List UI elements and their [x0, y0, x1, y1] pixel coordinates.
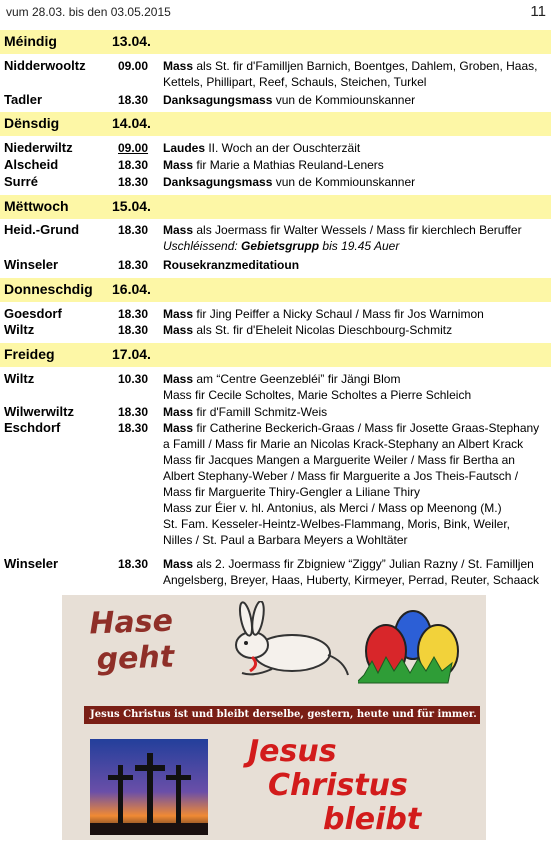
entry-line: Mass als St. fir d'Eheleit Nicolas Dieschbourg-Schmitz [163, 323, 453, 337]
entry-line: Kettels, Phillipart, Reef, Schauls, Steichen, Turkel [163, 75, 427, 89]
day-name: Donneschdig [4, 281, 93, 297]
entry-line: Mass am “Centre Geenzebléi” fir Jängi Blom [163, 372, 401, 386]
entry-time: 18.30 [118, 557, 149, 571]
entry-line: Nilles / St. Paul a Barbara Meyers a Wohltäter [163, 533, 408, 547]
easter-poster [62, 595, 486, 840]
day-header [0, 343, 551, 367]
entry-time: 18.30 [118, 323, 149, 337]
entry-place: Tadler [4, 92, 43, 107]
entry-line: Mass fir d'Famill Schmitz-Weis [163, 405, 328, 419]
entry-text [163, 222, 551, 254]
period-label: vum 28.03. bis den 03.05.2015 [6, 5, 171, 19]
day-date: 16.04. [112, 281, 151, 297]
schedule-entry [0, 257, 551, 273]
entry-text [163, 371, 551, 403]
entry-time: 18.30 [118, 93, 149, 107]
entry-time: 18.30 [118, 421, 149, 435]
entry-time: 18.30 [118, 223, 149, 237]
page-number: 11 [530, 3, 546, 20]
entry-line: St. Fam. Kesseler-Heintz-Welbes-Flammang, Moris, Bink, Weiler, [163, 517, 510, 531]
schedule-entry [0, 222, 551, 254]
schedule-entry [0, 157, 551, 173]
entry-text [163, 257, 551, 273]
schedule-entry [0, 306, 551, 322]
entry-time: 10.30 [118, 372, 149, 386]
crosses-image [90, 739, 208, 835]
entry-line: Angelsberg, Breyer, Haas, Huberty, Kirmeyer, Perrad, Reuter, Schaack [163, 573, 539, 587]
day-header [0, 112, 551, 136]
day-name: Méindig [4, 33, 57, 49]
entry-line: Mass fir Marguerite Thiry-Gengler a Liliane Thiry [163, 485, 420, 499]
entry-text [163, 157, 551, 173]
entry-line: Danksagungsmass vun de Kommiounskanner [163, 175, 416, 189]
entry-line: Laudes II. Woch an der Ouschterzäit [163, 141, 361, 155]
entry-text [163, 58, 551, 90]
bunny-icon [212, 601, 352, 691]
entry-line: Mass als Joermass fir Walter Wessels / Mass fir kierchlech Beruffer [163, 223, 522, 237]
schedule-entry [0, 58, 551, 90]
entry-time: 18.30 [118, 258, 149, 272]
entry-place: Surré [4, 174, 38, 189]
entry-place: Wiltz [4, 371, 35, 386]
entry-line: Albert Stephany-Weber / Mass fir Marguerite a Jos Theis-Fautsch / [163, 469, 519, 483]
entry-line: Mass als St. fir d'Familljen Barnich, Boentges, Dahlem, Groben, Haas, [163, 59, 538, 73]
entry-text [163, 92, 551, 108]
entry-place: Winseler [4, 257, 59, 272]
entry-place: Winseler [4, 556, 59, 571]
schedule-entry [0, 556, 551, 588]
entry-place: Goesdorf [4, 306, 62, 321]
schedule-entry [0, 174, 551, 190]
day-date: 17.04. [112, 346, 151, 362]
day-date: 14.04. [112, 115, 151, 131]
entry-time: 18.30 [118, 405, 149, 419]
day-date: 15.04. [112, 198, 151, 214]
entry-line: Mass fir Cecile Scholtes, Marie Scholtes a Pierre Schleich [163, 388, 472, 402]
entry-text [163, 140, 551, 156]
schedule-entry [0, 92, 551, 108]
entry-text [163, 306, 551, 322]
entry-text [163, 174, 551, 190]
entry-place: Nidderwooltz [4, 58, 86, 73]
schedule-entry [0, 140, 551, 156]
day-header [0, 195, 551, 219]
poster-hase-text: Hase geht [88, 603, 175, 678]
page-header [6, 3, 546, 23]
poster-jesus-christus-bleibt: Jesus Christus bleibt [248, 734, 422, 837]
entry-line: Mass fir Jacques Mangen a Marguerite Weiler / Mass fir Bertha an [163, 453, 515, 467]
day-header [0, 30, 551, 54]
entry-line: Danksagungsmass vun de Kommiounskanner [163, 93, 416, 107]
day-name: Freideg [4, 346, 55, 362]
day-header [0, 278, 551, 302]
entry-line: Mass fir Catherine Beckerich-Graas / Mass fir Josette Graas-Stephany [163, 421, 540, 435]
schedule-entry [0, 420, 551, 548]
entry-place: Eschdorf [4, 420, 61, 435]
entry-time: 09.00 [118, 59, 149, 73]
entry-line: Mass fir Jing Peiffer a Nicky Schaul / Mass fir Jos Warnimon [163, 307, 484, 321]
entry-line: Uschléissend: Gebietsgrupp bis 19.45 Auer [163, 239, 400, 253]
entry-place: Niederwiltz [4, 140, 73, 155]
entry-place: Wiltz [4, 322, 35, 337]
entry-line: Mass zur Éier v. hl. Antonius, als Merci / Mass op Meenong (M.) [163, 501, 502, 515]
entry-place: Wilwerwiltz [4, 404, 74, 419]
entry-place: Heid.-Grund [4, 222, 80, 237]
entry-time: 09.00 [118, 141, 149, 155]
schedule-entry [0, 371, 551, 403]
entry-text [163, 322, 551, 338]
day-name: Mëttwoch [4, 198, 69, 214]
entry-time: 18.30 [118, 158, 149, 172]
poster-banner: Jesus Christus ist und bleibt derselbe, gestern, heute und für immer. [84, 706, 480, 724]
entry-time: 18.30 [118, 307, 149, 321]
easter-eggs-icon [358, 605, 468, 695]
entry-place: Alscheid [4, 157, 59, 172]
entry-text [163, 404, 551, 420]
day-name: Dënsdig [4, 115, 60, 131]
schedule-entry [0, 322, 551, 338]
entry-line: a Famill / Mass fir Marie an Nicolas Krack-Stephany an Albert Krack [163, 437, 524, 451]
entry-line: Rousekranzmeditatioun [163, 258, 300, 272]
schedule-entry [0, 404, 551, 420]
entry-time: 18.30 [118, 175, 149, 189]
entry-line: Mass als 2. Joermass fir Zbigniew “Ziggy” Julian Razny / St. Familljen [163, 557, 534, 571]
day-date: 13.04. [112, 33, 151, 49]
entry-line: Mass fir Marie a Mathias Reuland-Leners [163, 158, 384, 172]
entry-text [163, 556, 551, 588]
entry-text [163, 420, 551, 548]
